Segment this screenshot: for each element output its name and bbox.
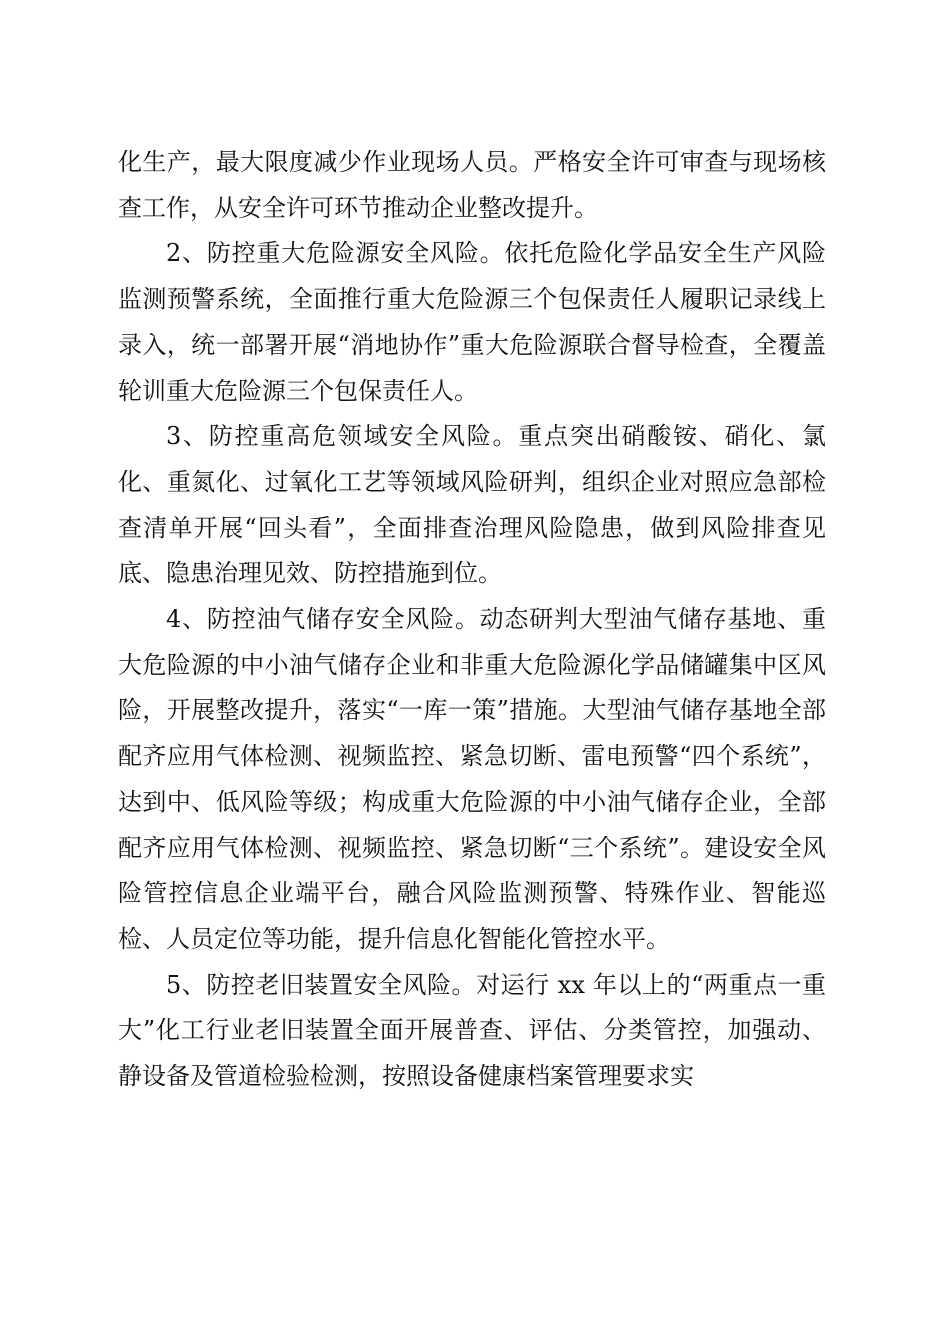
paragraph-item-4: 4、防控油气储存安全风险。动态研判大型油气储存基地、重大危险源的中小油气储存企业和非重大危险源化学品储罐集中区风险，开展整改提升，落实“一库一策”措施。大型油气储存基地全部配齐应用气体检测、视频监控、紧急切断、雷电预警“四个系统”，达到中、低风险等级；构成重大危险源的中小油气储存企业，全部配齐应用气体检测、视频监控、紧急切断“三个系统”。建设安全风险管控信息企业端平台，融合风险监测预警、特殊作业、智能巡检、人员定位等功能，提升信息化智能化管控水平。 [118,605,826,953]
paragraph-item-5: 5、防控老旧装置安全风险。对运行 xx 年以上的“两重点一重大”化工行业老旧装置全面开展普查、评估、分类管控，加强动、静设备及管道检验检测，按照设备健康档案管理要求实 [118,970,826,1091]
paragraph-item-3: 3、防控重高危领域安全风险。重点突出硝酸铵、硝化、氯化、重氮化、过氧化工艺等领域风险研判，组织企业对照应急部检查清单开展“回头看”，全面排查治理风险隐患，做到风险排查见底、隐患治理见效、防控措施到位。 [118,422,826,588]
paragraph-item-2: 2、防控重大危险源安全风险。依托危险化学品安全生产风险监测预警系统，全面推行重大危险源三个包保责任人履职记录线上录入，统一部署开展“消地协作”重大危险源联合督导检查，全覆盖轮训重大危险源三个包保责任人。 [118,239,826,405]
paragraph-continuation: 化生产，最大限度减少作业现场人员。严格安全许可审查与现场核查工作，从安全许可环节推动企业整改提升。 [118,148,826,222]
document-body [118,140,826,1100]
